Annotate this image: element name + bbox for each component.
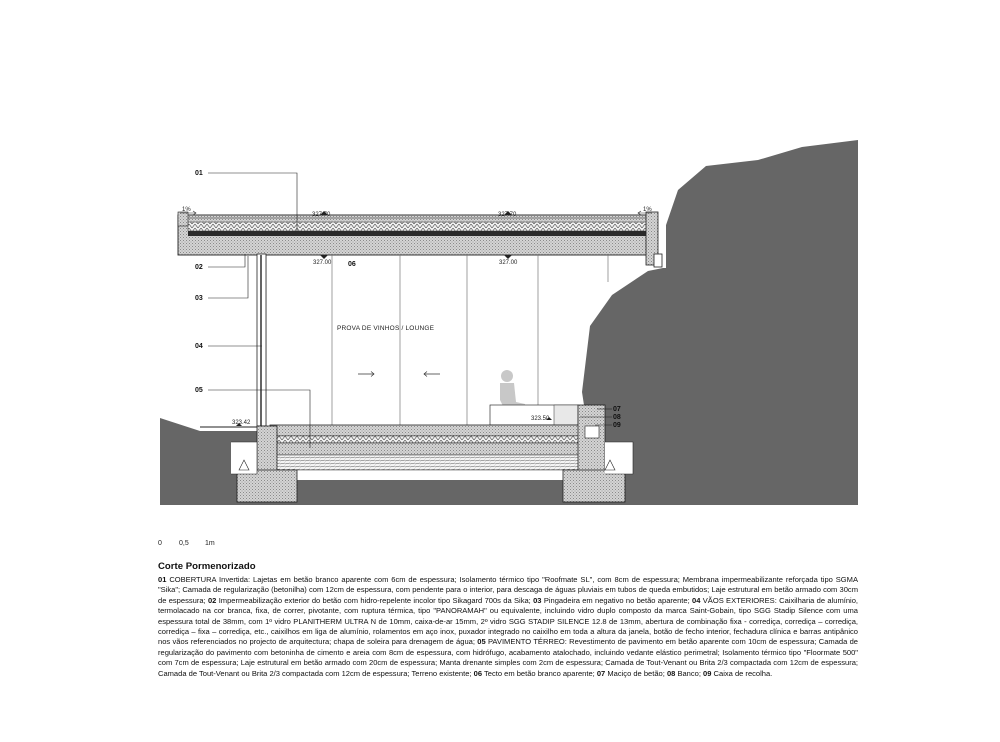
item-04-num: 04	[692, 595, 701, 605]
glazing	[266, 255, 608, 426]
slope-left: 1%	[182, 207, 191, 213]
floor-gravel	[270, 455, 585, 470]
item-05-num: 05	[477, 637, 486, 647]
callout-09: 09	[613, 422, 621, 429]
level-exterior: 323.42	[232, 420, 251, 426]
caption-body	[158, 575, 858, 679]
item-09-num: 09	[703, 668, 712, 678]
item-02-text: Impermeabilização exterior do betão com hidro-repelente incolor tipo Sikagard 700s da Sika;	[216, 595, 534, 605]
item-08-num: 08	[666, 668, 676, 678]
floor-slab	[270, 443, 585, 455]
scale-tick-1: 0,5	[179, 540, 189, 547]
roof-insulation	[188, 222, 648, 231]
scale-tick-0: 0	[158, 540, 162, 547]
beam-right	[578, 405, 605, 478]
floor-finish	[270, 425, 585, 436]
slope-right: 1%	[643, 207, 652, 213]
level-ceiling-left: 327.00	[313, 260, 332, 266]
footing-right	[563, 470, 625, 502]
callout-08: 08	[613, 414, 621, 421]
level-ceiling-right: 327.00	[499, 260, 518, 266]
callout-03: 03	[195, 295, 203, 302]
item-02-num: 02	[207, 595, 217, 605]
callout-06: 06	[348, 261, 356, 268]
level-roof-right: 327.70	[498, 212, 517, 218]
footing-left	[237, 470, 297, 502]
callout-01: 01	[195, 170, 203, 177]
caption	[158, 561, 858, 679]
callout-07: 07	[613, 406, 621, 413]
drain-right	[605, 442, 633, 474]
item-03-num: 03	[533, 595, 542, 605]
item-07-text: Maciço de betão;	[605, 668, 667, 678]
item-09-text: Caixa de recolha.	[711, 668, 773, 678]
item-01-text: COBERTURA Invertida: Lajetas em betão branco aparente com 6cm de espessura; Isolamento térmico tipo "Roofmate SL", com 8cm de espessura; Membrana impermeabilizante reforçada tipo SGMA "Sika"; Camada de regularização (betonilha) com 12cm de espessura, com pendente para o interior, para descaga de águas pluviais em tubos de queda embutidos; Laje estrutural em betão armado com 30cm de espessura;	[158, 575, 858, 605]
level-roof-left: 327.70	[312, 212, 331, 218]
scale-bar-labels	[157, 540, 237, 550]
caption-title: Corte Pormenorizado	[158, 561, 256, 572]
floor-insulation	[270, 436, 585, 443]
item-07-num: 07	[596, 668, 606, 678]
item-04-text: VÃOS EXTERIORES: Caixilharia de alumínio, termolacado na cor branca, fixa, de correr, pivotante, com ruptura térmica, tipo "PANORAMAH" ou equivalente, incluindo vidro duplo composto da marca Saint-Gobain, tipo SGG Stadip Silence com uma espessura total de 38mm, com 1º vidro PLANITHERM ULTRA N de 10mm, caixa-de-ar 15mm, 2º vidro SGG STADIP SILENCE 12.8 de 13mm, abertura de combinação fixa - corrediça, corrediça – corrediça, corrediça – fixa – corrediça, etc., caixilhos em liga de alumínio, rolamentos em aço inox, puxador integrado no caixilho em toda a altura da janela, botão de fecho interior, fechadura clínica e barras antipânico nos vãos referenciados no projecto de arquitectura; chapa de soleira para drenagem de água;	[158, 595, 859, 647]
scale-tick-2: 1m	[205, 540, 215, 547]
room-label: PROVA DE VINHOS / LOUNGE	[337, 325, 435, 332]
item-06-num: 06	[473, 668, 483, 678]
item-03-text: Pingadeira em negativo no betão aparente;	[541, 595, 693, 605]
callout-02: 02	[195, 264, 203, 271]
callout-05: 05	[195, 387, 203, 394]
item-05-text: PAVIMENTO TÉRREO: Revestimento de pavimento em betão aparente com 10cm de espessura; Camada de regularização do pavimento com betoninha de cimento e areia com 8cm de espessura, com hidrófugo, acabamento atalochado, incluindo vedante elástico perimetral; Isolamento térmico tipo "Floormate 500" com 7cm de espessura; Laje estrutural em betão armado com 20cm de espessura; Manta drenante simples com 2cm de espessura; Camada de Tout-Venant ou Brita 2/3 compactada com 12cm de espessura; Camada de Tout-Venant ou Brita 2/3 compactada com 12cm de espessura; Terreno existente;	[158, 637, 858, 678]
item-08-text: Banco;	[675, 668, 704, 678]
item-06-text: Tecto em betão branco aparente;	[482, 668, 597, 678]
item-01-num: 01	[158, 575, 167, 584]
drain-left	[231, 442, 257, 474]
level-bench: 323.50	[531, 416, 550, 422]
callout-04: 04	[195, 343, 203, 350]
sliding-arrows	[358, 372, 440, 377]
